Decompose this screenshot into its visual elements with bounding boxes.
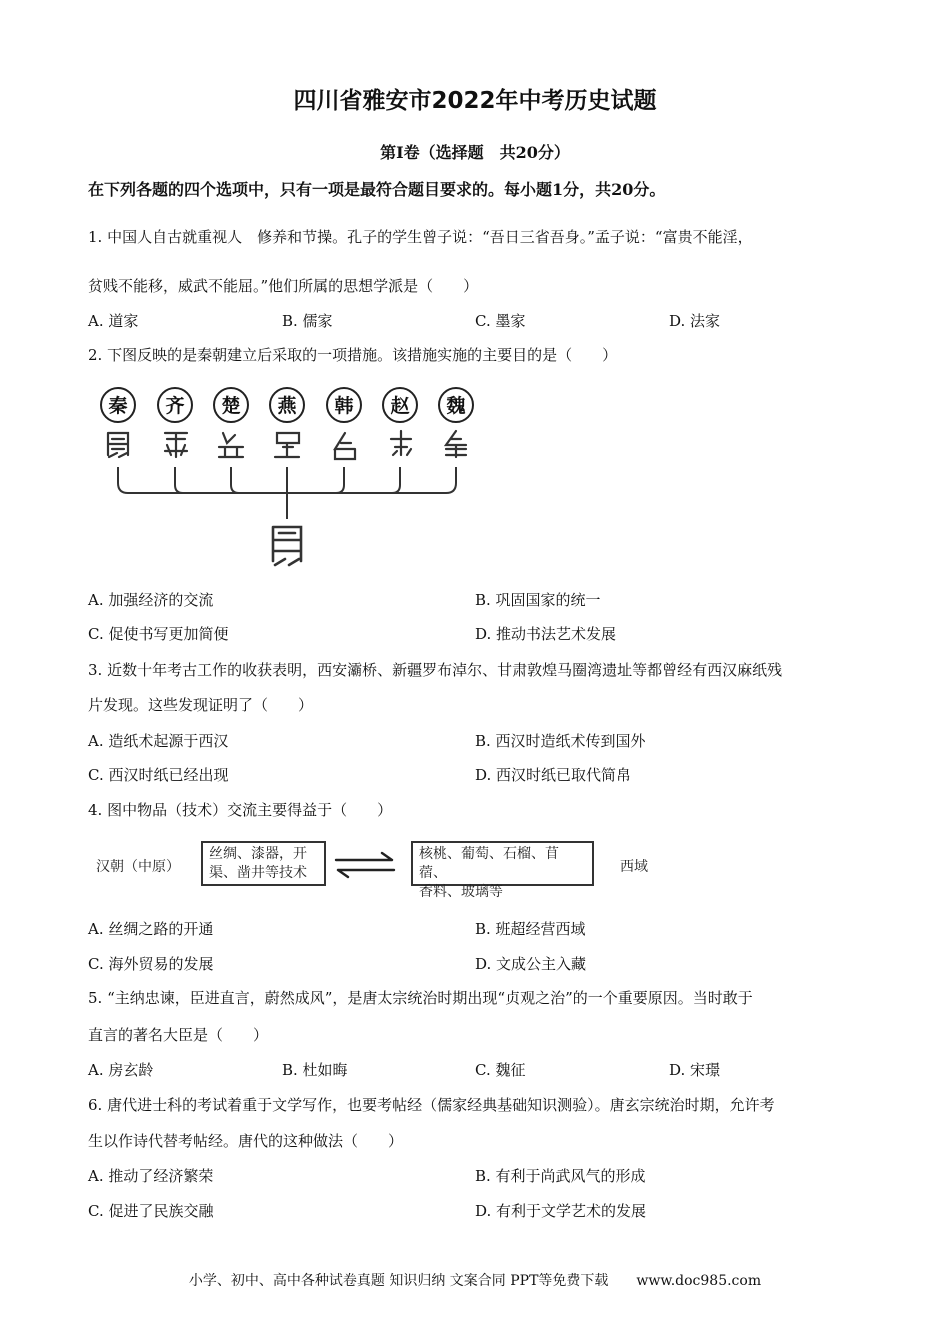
q3-option-d: D. 西汉时纸已取代简帛 <box>475 766 632 784</box>
q5-option-c: C. 魏征 <box>475 1061 526 1079</box>
q4-option-d: D. 文成公主入藏 <box>475 955 587 973</box>
western-goods-line-1: 核桃、葡萄、石榴、苜蓿、 <box>419 846 559 881</box>
q6-option-b: B. 有利于尚武风气的形成 <box>475 1167 646 1185</box>
page-footer: 小学、初中、高中各种试卷真题 知识归纳 文案合同 PPT等免费下载 www.doc985.com <box>188 1273 762 1289</box>
western-regions-goods-box <box>411 841 594 900</box>
instruction-text: 在下列各题的四个选项中，只有一项是最符合题目要求的。每小题1分，共20分。 <box>88 180 666 199</box>
q1-option-a: A. 道家 <box>88 312 139 330</box>
small-seal-ma-glyph-icon <box>273 527 301 565</box>
q1-option-c: C. 墨家 <box>475 312 526 330</box>
han-goods-box <box>201 841 326 886</box>
state-han: 韩 <box>334 395 354 417</box>
double-arrow-exchange-icon <box>332 850 398 880</box>
ancient-qi-glyph-icon <box>165 433 187 457</box>
ancient-chu-glyph-icon <box>219 433 243 457</box>
q3-option-a: A. 造纸术起源于西汉 <box>88 732 229 750</box>
ancient-yan-glyph-icon <box>275 433 299 457</box>
section-heading: 第I卷（选择题 共20分） <box>380 143 570 162</box>
q6-line-2: 生以作诗代替考帖经。唐代的这种做法（ ） <box>88 1132 404 1150</box>
western-regions-label: 西域 <box>620 859 648 875</box>
q6-option-d: D. 有利于文学艺术的发展 <box>475 1202 647 1220</box>
q1-line-1: 1. 中国人自古就重视人 修养和节操。孔子的学生曾子说：“吾日三省吾身。”孟子说：“富贵不能淫， <box>88 228 753 246</box>
q5-line-2: 直言的著名大臣是（ ） <box>88 1026 269 1044</box>
q4-line-1: 4. 图中物品（技术）交流主要得益于（ ） <box>88 801 393 819</box>
state-qi: 齐 <box>165 395 185 417</box>
ancient-han-glyph-icon <box>335 433 355 459</box>
q2-option-a: A. 加强经济的交流 <box>88 591 214 609</box>
q3-line-1: 3. 近数十年考古工作的收获表明，西安灞桥、新疆罗布淖尔、甘肃敦煌马圈湾遗址等都曾经有西汉麻纸残 <box>88 661 783 679</box>
han-goods-line-2: 渠、凿井等技术 <box>209 865 307 881</box>
unification-bracket <box>118 467 456 519</box>
q6-line-1: 6. 唐代进士科的考试着重于文学写作，也要考帖经（儒家经典基础知识测验）。唐玄宗统治时期，允许考 <box>88 1096 775 1114</box>
q4-option-b: B. 班超经营西域 <box>475 920 586 938</box>
state-chu: 楚 <box>221 395 241 417</box>
q1-line-2: 贫贱不能移，威武不能屈。”他们所属的思想学派是（ ） <box>88 277 479 295</box>
q5-option-d: D. 宋璟 <box>669 1061 721 1079</box>
q3-option-b: B. 西汉时造纸术传到国外 <box>475 732 646 750</box>
ancient-zhao-glyph-icon <box>391 431 411 455</box>
q2-line-1: 2. 下图反映的是秦朝建立后采取的一项措施。该措施实施的主要目的是（ ） <box>88 346 618 364</box>
page-title: 四川省雅安市2022年中考历史试题 <box>293 88 657 114</box>
q1-option-d: D. 法家 <box>669 312 721 330</box>
state-qin: 秦 <box>108 395 128 417</box>
q6-option-a: A. 推动了经济繁荣 <box>88 1167 214 1185</box>
state-wei: 魏 <box>446 395 466 417</box>
q2-option-b: B. 巩固国家的统一 <box>475 591 601 609</box>
han-goods-line-1: 丝绸、漆器，开 <box>209 846 307 862</box>
q6-option-c: C. 促进了民族交融 <box>88 1202 214 1220</box>
state-yan: 燕 <box>277 395 297 417</box>
q5-option-b: B. 杜如晦 <box>282 1061 348 1079</box>
ancient-qin-glyph-icon <box>108 433 128 457</box>
ancient-wei-glyph-icon <box>446 431 466 457</box>
q3-option-c: C. 西汉时纸已经出现 <box>88 766 229 784</box>
state-zhao: 赵 <box>390 395 410 417</box>
q3-line-2: 片发现。这些发现证明了（ ） <box>88 696 314 714</box>
q2-option-d: D. 推动书法艺术发展 <box>475 625 617 643</box>
q4-option-a: A. 丝绸之路的开通 <box>88 920 214 938</box>
western-goods-line-2: 香料、玻璃等 <box>419 884 503 900</box>
q2-option-c: C. 促使书写更加简便 <box>88 625 229 643</box>
q4-option-c: C. 海外贸易的发展 <box>88 955 214 973</box>
han-dynasty-label: 汉朝（中原） <box>96 859 180 875</box>
q5-line-1: 5. “主纳忠谏，臣进直言，蔚然成风”，是唐太宗统治时期出现“贞观之治”的一个重要原因。当时敢于 <box>88 989 753 1007</box>
qin-script-unification-figure <box>95 383 480 573</box>
q5-option-a: A. 房玄龄 <box>88 1061 154 1079</box>
q1-option-b: B. 儒家 <box>282 312 333 330</box>
